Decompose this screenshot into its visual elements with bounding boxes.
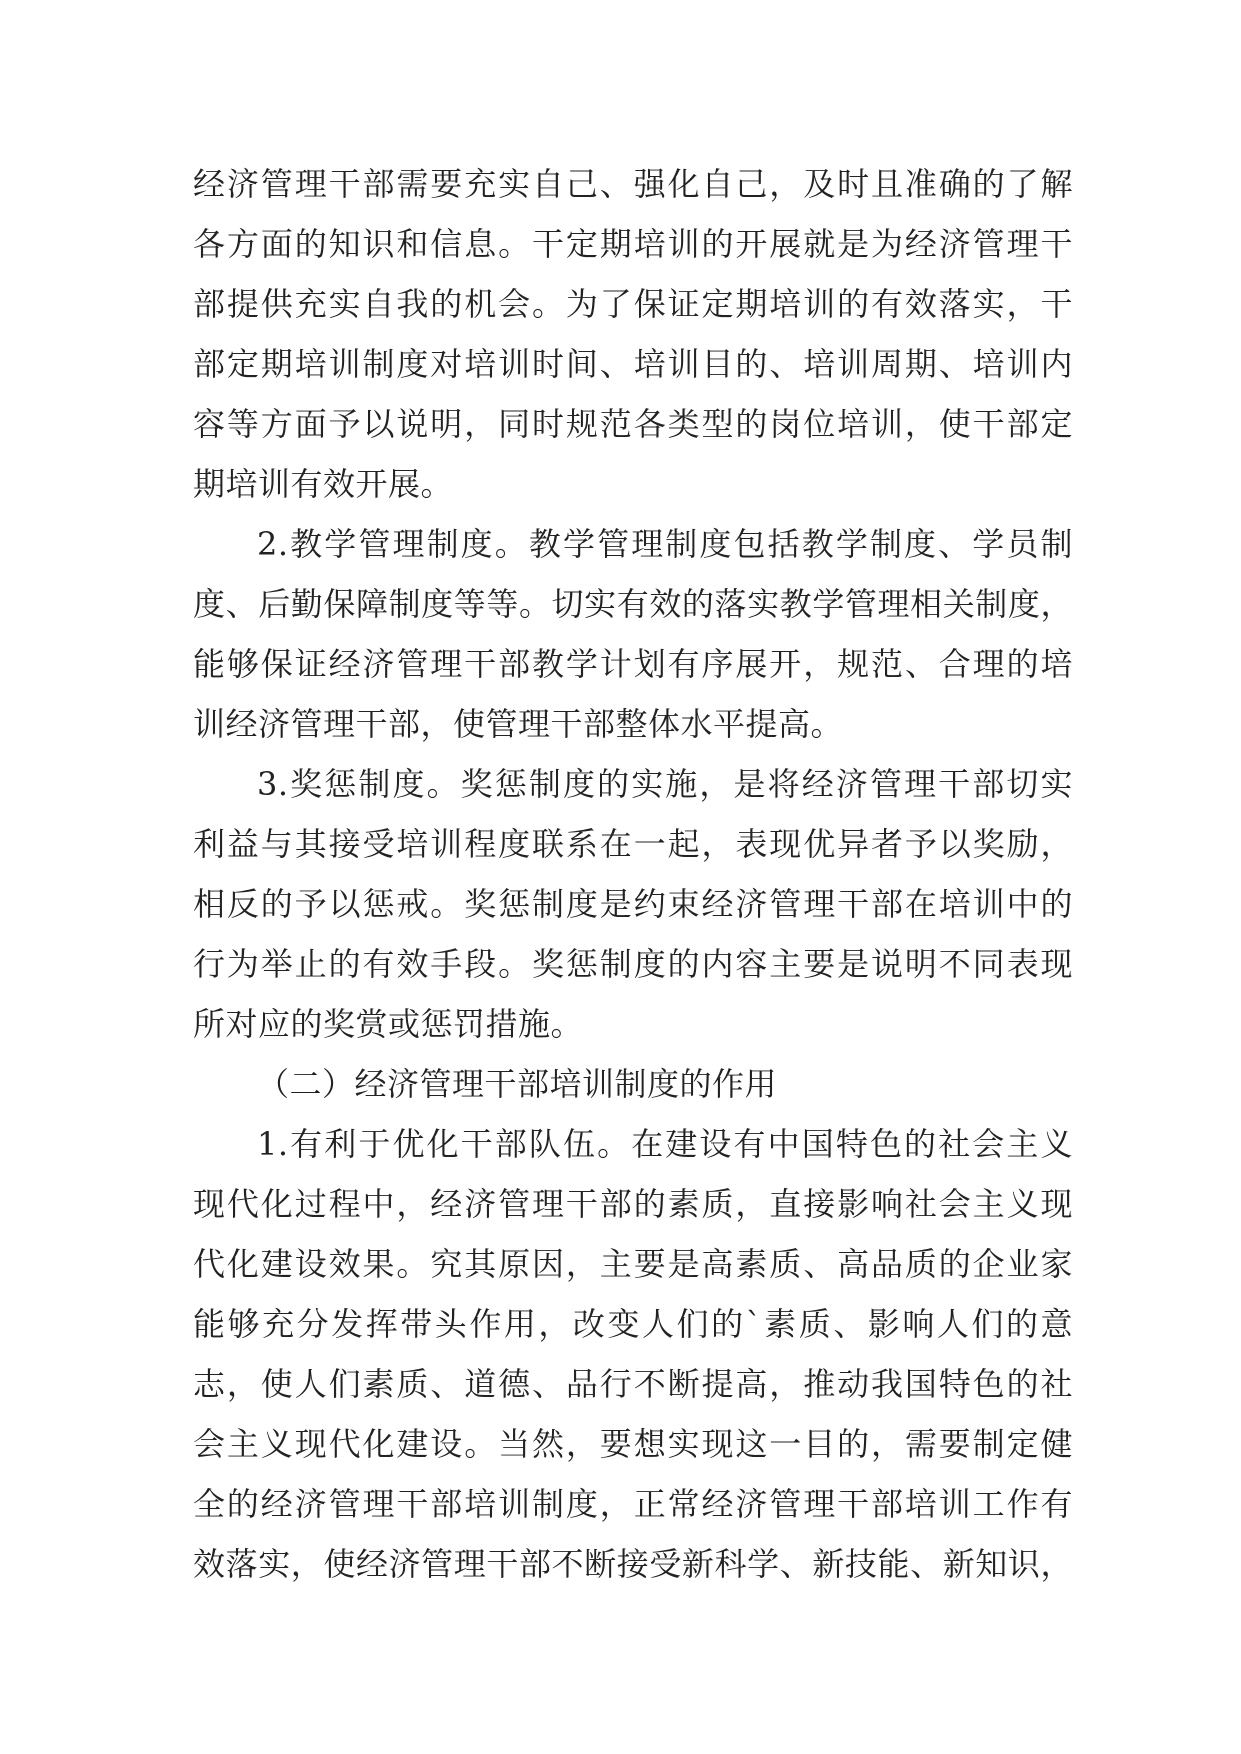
text-line: 能够充分发挥带头作用，改变人们的`素质、影响人们的意 <box>193 1305 1073 1343</box>
paragraph-first-line: 2.教学管理制度。教学管理制度包括教学制度、学员制 <box>257 525 1073 563</box>
text-line: 所对应的奖赏或惩罚措施。 <box>193 1005 584 1043</box>
text-line: 各方面的知识和信息。干定期培训的开展就是为经济管理干 <box>193 225 1073 263</box>
document-body <box>193 154 1073 1594</box>
text-line: 会主义现代化建设。当然，要想实现这一目的，需要制定健 <box>193 1425 1073 1463</box>
text-line: 志，使人们素质、道德、品行不断提高，推动我国特色的社 <box>193 1365 1073 1403</box>
paragraph-first-line: 1.有利于优化干部队伍。在建设有中国特色的社会主义 <box>257 1125 1073 1163</box>
text-line: 代化建设效果。究其原因，主要是高素质、高品质的企业家 <box>193 1245 1073 1283</box>
text-line: 训经济管理干部，使管理干部整体水平提高。 <box>193 705 844 743</box>
text-line: 容等方面予以说明，同时规范各类型的岗位培训，使干部定 <box>193 405 1073 443</box>
text-line: 期培训有效开展。 <box>193 465 454 503</box>
text-line: 利益与其接受培训程度联系在一起，表现优异者予以奖励， <box>193 825 1073 863</box>
text-line: 效落实，使经济管理干部不断接受新科学、新技能、新知识， <box>193 1545 1073 1583</box>
text-line: 部提供充实自我的机会。为了保证定期培训的有效落实，干 <box>193 285 1073 323</box>
text-line: 经济管理干部需要充实自己、强化自己，及时且准确的了解 <box>193 165 1073 203</box>
paragraph-first-line: 3.奖惩制度。奖惩制度的实施，是将经济管理干部切实 <box>257 765 1073 803</box>
text-line: 度、后勤保障制度等等。切实有效的落实教学管理相关制度， <box>193 585 1073 623</box>
text-line: 能够保证经济管理干部教学计划有序展开，规范、合理的培 <box>193 645 1073 683</box>
text-line: 相反的予以惩戒。奖惩制度是约束经济管理干部在培训中的 <box>193 885 1073 923</box>
text-line: 行为举止的有效手段。奖惩制度的内容主要是说明不同表现 <box>193 945 1073 983</box>
text-line: 部定期培训制度对培训时间、培训目的、培训周期、培训内 <box>193 345 1073 383</box>
text-line: 现代化过程中，经济管理干部的素质，直接影响社会主义现 <box>193 1185 1073 1223</box>
text-line: 全的经济管理干部培训制度，正常经济管理干部培训工作有 <box>193 1485 1073 1523</box>
section-heading: （二）经济管理干部培训制度的作用 <box>257 1065 778 1103</box>
